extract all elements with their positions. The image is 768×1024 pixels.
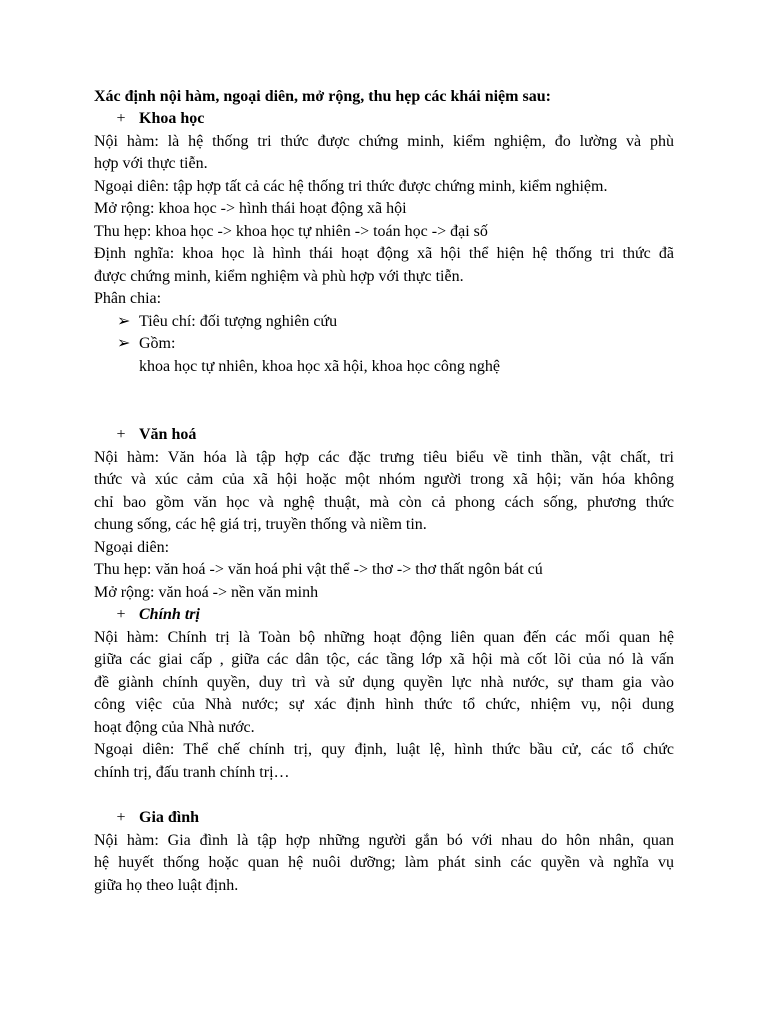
khoa-hoc-gom-list: khoa học tự nhiên, khoa học xã hội, khoa học công nghệ [139,358,501,375]
khoa-hoc-tieu-chi-item [117,311,337,333]
document-heading: Xác định nội hàm, ngoại diên, mở rộng, thu hẹp các khái niệm sau: [94,88,551,105]
gia-dinh-noi-ham-line-2: hệ huyết thống hoặc quan hệ nuôi dưỡng; làm phát sinh các quyền và nghĩa vụ [94,854,674,871]
section-title-chinh-tri: Chính trị [139,606,200,623]
khoa-hoc-gom-item [117,333,175,355]
khoa-hoc-tieu-chi: Tiêu chí: đối tượng nghiên cứu [139,313,338,330]
section-title-khoa-hoc: Khoa học [139,110,205,127]
chinh-tri-ngoai-dien-line-1: Ngoại diên: Thể chế chính trị, quy định, luật lệ, hình thức bầu cử, các tổ chức [94,741,674,758]
khoa-hoc-ngoai-dien: Ngoại diên: tập hợp tất cả các hệ thống tri thức được chứng minh, kiểm nghiệm. [94,178,608,195]
van-hoa-ngoai-dien: Ngoại diên: [94,539,170,556]
section-gia-dinh-header [0,807,768,829]
khoa-hoc-noi-ham-line-2: hợp với thực tiễn. [94,155,208,172]
chinh-tri-noi-ham-line-2: giữa các giai cấp , giữa các dân tộc, các tầng lớp xã hội mà cốt lõi của nó là vấn [94,651,674,668]
chinh-tri-ngoai-dien-line-2: chính trị, đấu tranh chính trị… [94,764,290,781]
van-hoa-noi-ham-line-3: chỉ bao gồm văn học và nghệ thuật, mà còn cả phong cách sống, phương thức [94,494,674,511]
section-khoa-hoc-header [0,108,768,130]
khoa-hoc-gom: Gồm: [139,335,176,352]
chinh-tri-noi-ham-line-5: hoạt động của Nhà nước. [94,719,255,736]
khoa-hoc-dinh-nghia-line-2: được chứng minh, kiểm nghiệm và phù hợp với thực tiễn. [94,268,464,285]
plus-bullet-icon: + [116,606,126,623]
gia-dinh-noi-ham-line-1: Nội hàm: Gia đình là tập hợp những người gắn bó với nhau do hôn nhân, quan [94,832,674,849]
section-title-gia-dinh: Gia đình [139,809,200,826]
plus-bullet-icon: + [116,809,126,826]
chinh-tri-noi-ham-line-4: công việc của Nhà nước; sự xác định hình thức tổ chức, nhiệm vụ, nội dung [94,696,674,713]
arrow-bullet-icon: ➢ [117,313,131,330]
section-title-van-hoa: Văn hoá [139,426,197,443]
khoa-hoc-phan-chia: Phân chia: [94,290,162,307]
plus-bullet-icon: + [116,426,126,443]
khoa-hoc-dinh-nghia-line-1: Định nghĩa: khoa học là hình thái hoạt động xã hội thể hiện hệ thống tri thức đã [94,245,674,262]
van-hoa-noi-ham-line-1: Nội hàm: Văn hóa là tập hợp các đặc trưng tiêu biểu về tinh thần, vật chất, tri [94,449,674,466]
khoa-hoc-noi-ham-line-1: Nội hàm: là hệ thống tri thức được chứng minh, kiểm nghiệm, đo lường và phù [94,133,674,150]
van-hoa-noi-ham-line-2: thức và xúc cảm của xã hội hoặc một nhóm người trong xã hội; văn hóa không [94,471,674,488]
arrow-bullet-icon: ➢ [117,335,131,352]
section-chinh-tri-header [0,604,768,626]
chinh-tri-noi-ham-line-3: đề giành chính quyền, duy trì và sử dụng quyền lực nhà nước, sự tham gia vào [94,674,674,691]
chinh-tri-noi-ham-line-1: Nội hàm: Chính trị là Toàn bộ những hoạt động liên quan đến các mối quan hệ [94,629,674,646]
gia-dinh-noi-ham-line-3: giữa họ theo luật định. [94,877,239,894]
section-van-hoa-header [0,424,768,446]
van-hoa-thu-hep: Thu hẹp: văn hoá -> văn hoá phi vật thể -> thơ -> thơ thất ngôn bát cú [94,561,543,578]
plus-bullet-icon: + [116,110,126,127]
van-hoa-mo-rong: Mở rộng: văn hoá -> nền văn minh [94,584,319,601]
khoa-hoc-mo-rong: Mở rộng: khoa học -> hình thái hoạt động xã hội [94,200,407,217]
khoa-hoc-thu-hep: Thu hẹp: khoa học -> khoa học tự nhiên -> toán học -> đại số [94,223,488,240]
van-hoa-noi-ham-line-4: chung sống, các hệ giá trị, truyền thống và niềm tin. [94,516,427,533]
